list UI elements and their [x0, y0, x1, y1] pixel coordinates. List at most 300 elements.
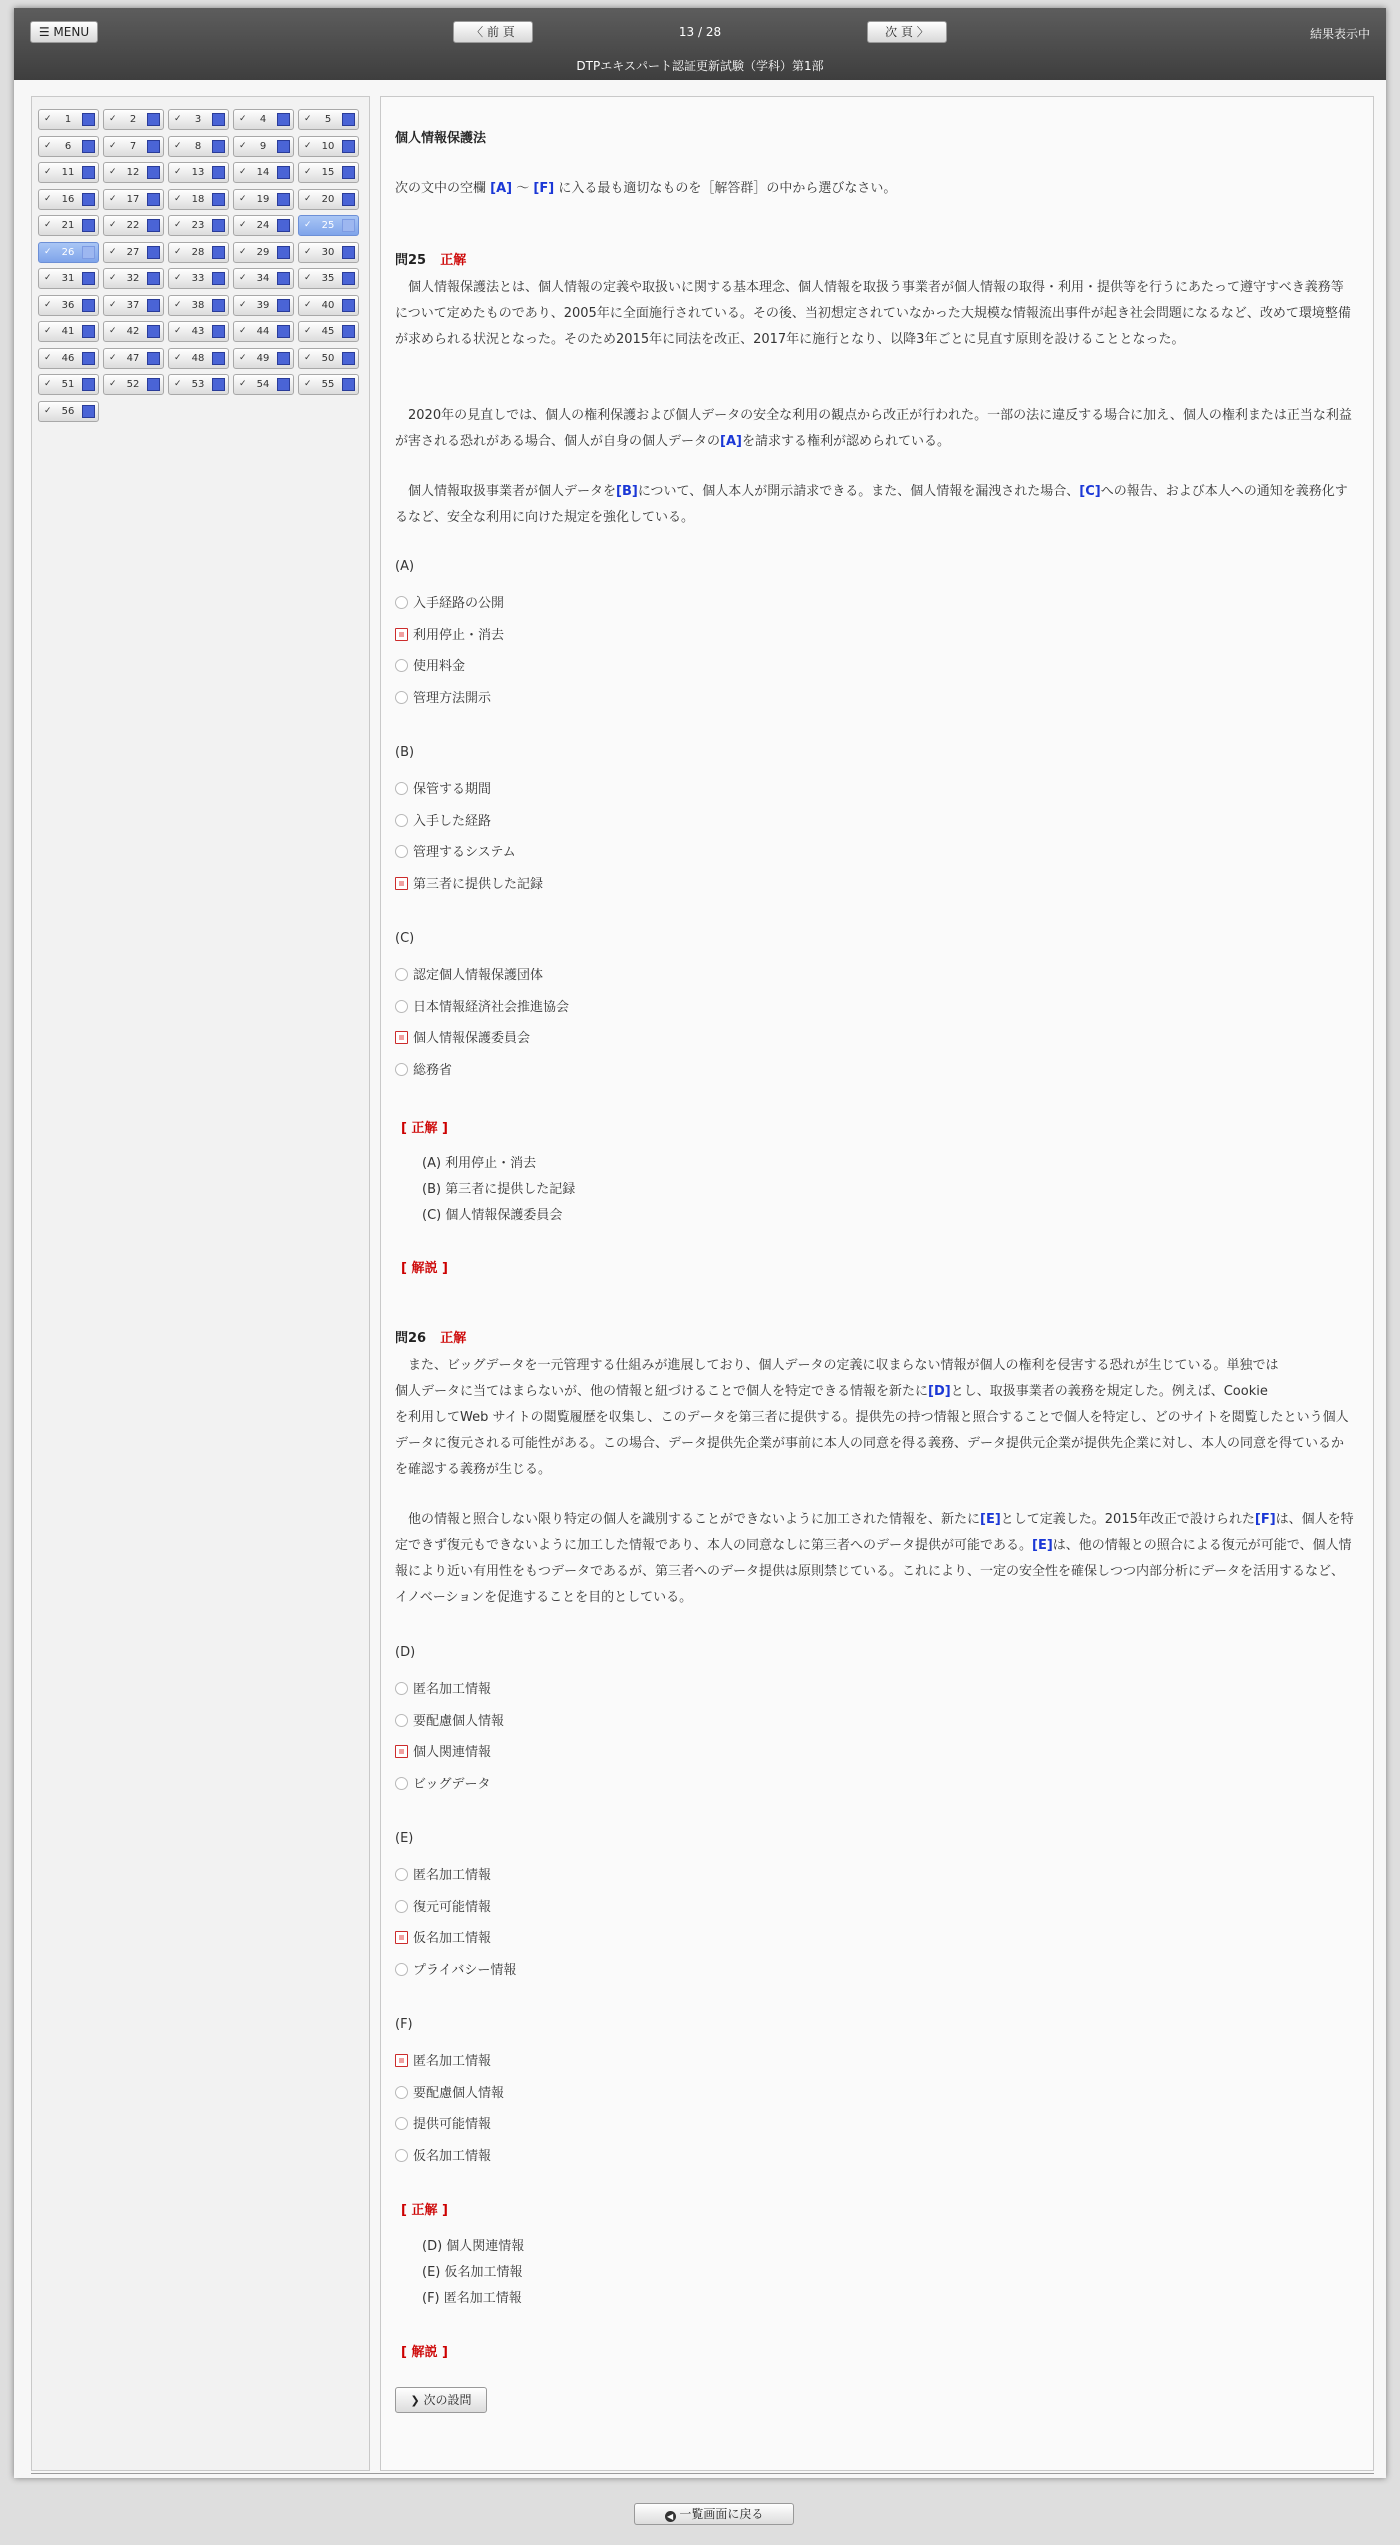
answer-option-label: 匿名加工情報: [413, 1682, 492, 1697]
flag-square-icon: [277, 272, 290, 285]
q26-explanation-heading[interactable]: [ 解説 ]: [401, 2345, 448, 2360]
check-icon: ✓: [239, 114, 247, 124]
flag-square-icon: [342, 352, 355, 365]
flag-square-icon: [147, 272, 160, 285]
question-nav-button[interactable]: [298, 215, 359, 236]
question-nav-button[interactable]: [233, 295, 294, 316]
question-nav-button[interactable]: [298, 109, 359, 130]
q25-answer-heading: [ 正解 ]: [401, 1121, 448, 1136]
question-nav-button[interactable]: [38, 348, 99, 369]
prev-page-button[interactable]: 〈 前 頁: [453, 21, 533, 43]
radio-icon[interactable]: [395, 2086, 408, 2099]
check-icon: ✓: [239, 352, 247, 363]
question-nav-button[interactable]: [103, 242, 164, 263]
answer-option[interactable]: [395, 1867, 491, 1885]
question-number: 40: [321, 299, 335, 311]
answer-option[interactable]: [395, 844, 516, 862]
answer-option-label: 認定個人情報保護団体: [413, 968, 544, 983]
check-icon: ✓: [174, 246, 182, 257]
question-nav-button[interactable]: [38, 295, 99, 316]
answer-option[interactable]: [395, 1930, 491, 1948]
answer-option-label: 仮名加工情報: [413, 2148, 492, 2164]
question-nav-button[interactable]: [233, 374, 294, 395]
radio-icon[interactable]: [395, 2149, 408, 2162]
question-number: 39: [256, 299, 270, 311]
question-nav-button[interactable]: [38, 321, 99, 342]
check-icon: ✓: [239, 220, 247, 230]
correct-answer-line: (F) 匿名加工情報: [422, 2291, 522, 2306]
answer-option[interactable]: [395, 627, 504, 645]
answer-option[interactable]: [395, 1899, 491, 1917]
answer-option[interactable]: [395, 876, 543, 894]
question-number: 6: [64, 140, 72, 152]
q25-p2-text-end: を請求する権利が認められている。: [741, 434, 950, 449]
flag-square-icon: [277, 246, 290, 259]
question-number: 8: [194, 140, 202, 152]
flag-square-icon: [82, 140, 95, 153]
question-nav-button[interactable]: [168, 162, 229, 183]
question-nav-button[interactable]: [103, 215, 164, 236]
option-group-label: (B): [395, 745, 415, 760]
answer-option[interactable]: [395, 2053, 491, 2071]
flag-square-icon: [342, 140, 355, 153]
flag-square-icon: [82, 113, 95, 126]
check-icon: ✓: [239, 140, 247, 151]
q26-p1-line2b: とし、取扱事業者の義務を規定した。例えば、Cookie: [950, 1384, 1268, 1399]
answer-option[interactable]: [395, 813, 491, 831]
blank-b-inline: [B]: [616, 484, 638, 499]
question-nav-button[interactable]: [168, 374, 229, 395]
check-icon: ✓: [44, 405, 52, 416]
app-frame: [14, 8, 1386, 2521]
flag-square-icon: [147, 166, 160, 179]
check-icon: ✓: [174, 379, 182, 389]
instruction-text-after: に入る最も適切なものを［解答群］の中から選びなさい。: [558, 181, 897, 196]
question-number: 17: [126, 193, 140, 205]
correct-answer-line: (B) 第三者に提供した記録: [422, 1182, 576, 1197]
check-icon: ✓: [44, 193, 52, 204]
check-icon: ✓: [109, 273, 117, 283]
footer-divider: [31, 2473, 1374, 2474]
radio-selected-icon[interactable]: [395, 628, 408, 641]
option-group-label: (C): [395, 931, 415, 946]
question-nav-button[interactable]: [38, 242, 99, 263]
question-nav-button[interactable]: [103, 136, 164, 157]
question-nav-button[interactable]: [233, 136, 294, 157]
question-number: 54: [256, 379, 270, 390]
question-nav-button[interactable]: [103, 321, 164, 342]
flag-square-icon: [82, 219, 95, 232]
flag-square-icon: [212, 325, 225, 338]
radio-selected-icon[interactable]: [395, 877, 408, 890]
check-icon: ✓: [44, 167, 52, 177]
question-nav-button[interactable]: [38, 189, 99, 210]
question-nav-button[interactable]: [38, 374, 99, 395]
question-number: 25: [321, 220, 335, 231]
q25-p3-text-end: への報告、および本人への通知を義務化するなど、安全な利用に向けた規定を強化している。: [395, 484, 1348, 525]
question-nav-button[interactable]: [298, 295, 359, 316]
flag-square-icon: [212, 219, 225, 232]
question-number: 28: [191, 246, 205, 258]
check-icon: ✓: [109, 352, 117, 363]
answer-option-label: 提供可能情報: [413, 2117, 492, 2132]
answer-option[interactable]: [395, 1713, 504, 1731]
correct-answer-line: (C) 個人情報保護委員会: [422, 1208, 563, 1223]
radio-icon[interactable]: [395, 1714, 408, 1727]
question-nav-button[interactable]: [298, 189, 359, 210]
flag-square-icon: [82, 193, 95, 206]
radio-icon[interactable]: [395, 659, 408, 672]
answer-option-label: 総務省: [413, 1062, 453, 1078]
radio-icon[interactable]: [395, 845, 408, 858]
question-nav-button[interactable]: [298, 374, 359, 395]
check-icon: ✓: [44, 114, 52, 124]
q26-paragraph-2: [395, 1507, 1355, 1611]
question-number: 3: [194, 114, 202, 125]
q26-p1-line1: また、ビッグデータを一元管理する仕組みが進展しており、個人データの定義に収まらない情報が個人の権利を侵害する恐れが生じている。単独では: [408, 1358, 1279, 1373]
q26-p1-line2a: 個人データに当てはまらないが、他の情報と紐づけることで個人を特定できる情報を新たに: [395, 1384, 929, 1399]
option-group-label: (D): [395, 1645, 416, 1660]
question-number: 7: [129, 140, 137, 152]
radio-icon[interactable]: [395, 968, 408, 981]
check-icon: ✓: [174, 299, 182, 310]
answer-option-label: 入手経路の公開: [413, 596, 505, 611]
question-number: 33: [191, 273, 205, 284]
q25-paragraph-1: 個人情報保護法とは、個人情報の定義や取扱いに関する基本理念、個人情報を取扱う事業者が個人情報の取得・利用・提供等を行うにあたって遵守すべき義務等について定めたものであり、2005年に全面施行されている。その後、当初想定されていなかった大規模な情報流出事件が起き社会問題になるなど、改めて環境整備が求められる状況となった。そのため2015年に同法を改正、2017年に施行となり、以降3年ごとに見直す原則を設けることとなった。: [395, 280, 1351, 347]
next-question-label: 次の設問: [423, 2393, 472, 2407]
question-nav-button[interactable]: [103, 268, 164, 289]
answer-option-label: 個人情報保護委員会: [413, 1031, 531, 1046]
flag-square-icon: [147, 193, 160, 206]
radio-icon[interactable]: [395, 691, 408, 704]
question-number: 26: [61, 246, 75, 258]
question-number: 27: [126, 246, 140, 258]
check-icon: ✓: [304, 114, 312, 124]
check-icon: ✓: [304, 167, 312, 177]
answer-option-label: 個人関連情報: [413, 1745, 492, 1760]
check-icon: ✓: [304, 220, 312, 230]
q26-p1-line3: を利用してWeb サイトの閲覧履歴を収集し、このデータを第三者に提供する。提供先の持つ情報と照合することで個人を特定し、どのサイトを閲覧したという個人データに復元される可能性がある。この場合、データ提供先企業が事前に本人の同意を得る義務、データ提供元企業が提供先企業に対し、本人の同意を得ているかを確認する義務が生じる。: [395, 1410, 1349, 1477]
question-number: 29: [256, 246, 270, 258]
answer-option[interactable]: [395, 999, 569, 1017]
answer-option-label: 使用料金: [413, 659, 466, 674]
radio-selected-icon[interactable]: [395, 2054, 408, 2067]
flag-square-icon: [277, 352, 290, 365]
answer-option-label: ビッグデータ: [413, 1776, 491, 1792]
flag-square-icon: [82, 405, 95, 418]
check-icon: ✓: [239, 379, 247, 389]
answer-option[interactable]: [395, 1744, 491, 1762]
blank-f-inline: [F]: [1254, 1512, 1276, 1527]
flag-square-icon: [342, 166, 355, 179]
results-status[interactable]: 結果表示中: [1309, 27, 1370, 41]
question-nav-button[interactable]: [103, 348, 164, 369]
question-nav-button[interactable]: [233, 162, 294, 183]
answer-option[interactable]: [395, 2085, 504, 2103]
question-nav-button[interactable]: [233, 348, 294, 369]
check-icon: ✓: [109, 140, 117, 151]
question-nav-button[interactable]: [38, 401, 99, 422]
question-nav-button[interactable]: [168, 136, 229, 157]
question-navigator: [31, 96, 370, 2471]
question-nav-button[interactable]: [233, 215, 294, 236]
header-bar: [14, 8, 1386, 80]
blank-f: [F]: [533, 181, 555, 196]
flag-square-icon: [147, 299, 160, 312]
question-number: 21: [61, 220, 75, 231]
radio-selected-icon[interactable]: [395, 1031, 408, 1044]
check-icon: ✓: [174, 167, 182, 177]
radio-icon[interactable]: [395, 814, 408, 827]
answer-option[interactable]: [395, 1681, 491, 1699]
flag-square-icon: [147, 325, 160, 338]
answer-option-label: 保管する期間: [413, 782, 492, 797]
flag-square-icon: [342, 246, 355, 259]
flag-square-icon: [212, 378, 225, 391]
question-number: 30: [321, 246, 335, 258]
next-question-button[interactable]: [395, 2387, 487, 2413]
check-icon: ✓: [239, 193, 247, 204]
check-icon: ✓: [44, 220, 52, 230]
flag-square-icon: [82, 352, 95, 365]
answer-option-label: 入手した経路: [413, 813, 492, 829]
flag-square-icon: [277, 325, 290, 338]
exam-title: DTPエキスパート認証更新試験（学科）第1部: [576, 59, 824, 73]
flag-square-icon: [277, 193, 290, 206]
check-icon: ✓: [174, 220, 182, 230]
question-number: 5: [324, 114, 332, 125]
flag-square-icon: [277, 166, 290, 179]
radio-icon[interactable]: [395, 1868, 408, 1881]
back-to-list-button[interactable]: [634, 2503, 794, 2525]
option-group-label: (F): [395, 2017, 413, 2032]
question-nav-button[interactable]: [103, 162, 164, 183]
next-page-button[interactable]: 次 頁 〉: [867, 21, 947, 43]
question-nav-button[interactable]: [168, 242, 229, 263]
question-nav-button[interactable]: [38, 109, 99, 130]
check-icon: ✓: [109, 379, 117, 389]
check-icon: ✓: [304, 140, 312, 151]
question-number: 10: [321, 140, 335, 152]
question-number: 37: [126, 299, 140, 311]
question-number: 20: [321, 193, 335, 205]
q26-p2-text: 他の情報と照合しない限り特定の個人を識別することができないように加工された情報を、新たに: [408, 1512, 981, 1527]
question-nav-button[interactable]: [298, 348, 359, 369]
question-number: 4: [259, 114, 267, 125]
correct-answer-line: (E) 仮名加工情報: [422, 2265, 523, 2280]
question-nav-button[interactable]: [38, 136, 99, 157]
answer-option[interactable]: [395, 781, 491, 799]
question-nav-button[interactable]: [38, 215, 99, 236]
question-number: 49: [256, 352, 270, 364]
check-icon: ✓: [44, 273, 52, 283]
check-icon: ✓: [109, 246, 117, 257]
answer-option[interactable]: [395, 967, 543, 985]
question-number: 34: [256, 273, 270, 284]
answer-option[interactable]: [395, 658, 465, 676]
answer-option-label: 管理方法開示: [413, 690, 492, 706]
question-nav-button[interactable]: [298, 136, 359, 157]
question-number: 23: [191, 220, 205, 231]
question-nav-button[interactable]: [233, 242, 294, 263]
answer-option-label: 第三者に提供した記録: [413, 876, 544, 892]
question-nav-button[interactable]: [168, 215, 229, 236]
question-number: 24: [256, 220, 270, 231]
correct-answer-line: (D) 個人関連情報: [422, 2239, 525, 2254]
topic-title: 個人情報保護法: [395, 131, 487, 146]
answer-option[interactable]: [395, 2116, 491, 2134]
answer-option-label: 利用停止・消去: [413, 627, 505, 643]
question-number: 16: [61, 193, 75, 205]
answer-option[interactable]: [395, 1030, 530, 1048]
flag-square-icon: [147, 378, 160, 391]
question-nav-button[interactable]: [298, 268, 359, 289]
flag-square-icon: [212, 193, 225, 206]
answer-option[interactable]: [395, 1062, 452, 1080]
question-nav-button[interactable]: [103, 374, 164, 395]
blank-a-inline: [A]: [720, 434, 742, 449]
back-to-list-label: 一覧画面に戻る: [679, 2507, 764, 2521]
question-nav-button[interactable]: [38, 268, 99, 289]
question-number: 51: [61, 379, 75, 390]
radio-icon[interactable]: [395, 1682, 408, 1695]
check-icon: ✓: [109, 167, 117, 177]
q25-p3-text-mid: について、個人本人が開示請求できる。また、個人情報を漏洩された場合、: [637, 484, 1080, 499]
q26-p2-text-d: は、他の情報との照合による復元が可能で、個人情報により近い有用性をもつデータであるが、第三者へのデータ提供は原則禁じている。これにより、一定の安全性を確保しつつ内部分析にデータを活用するなど、イノベーションを促進することを目的としている。: [395, 1538, 1352, 1605]
answer-option-label: プライバシー情報: [413, 1962, 517, 1978]
flag-square-icon: [342, 272, 355, 285]
arrow-left-circle-icon: ◀: [665, 2511, 676, 2522]
flag-square-icon: [82, 299, 95, 312]
question-number: 31: [61, 273, 75, 284]
q25-explanation-heading[interactable]: [ 解説 ]: [401, 1261, 448, 1276]
question-nav-button[interactable]: [168, 295, 229, 316]
flag-square-icon: [342, 219, 355, 232]
flag-square-icon: [277, 140, 290, 153]
question-nav-button[interactable]: [168, 189, 229, 210]
question-nav-button[interactable]: [233, 109, 294, 130]
answer-option[interactable]: [395, 1776, 490, 1794]
flag-square-icon: [212, 246, 225, 259]
question-number: 18: [191, 193, 205, 205]
question-nav-button[interactable]: [298, 321, 359, 342]
question-number: 32: [126, 273, 140, 284]
question-nav-button[interactable]: [233, 321, 294, 342]
answer-option[interactable]: [395, 690, 491, 708]
check-icon: ✓: [304, 326, 312, 336]
question-nav-button[interactable]: [168, 348, 229, 369]
flag-square-icon: [147, 219, 160, 232]
flag-square-icon: [82, 325, 95, 338]
blank-c-inline: [C]: [1079, 484, 1101, 499]
question-nav-button[interactable]: [298, 162, 359, 183]
radio-selected-icon[interactable]: [395, 1931, 408, 1944]
q26-answer-heading: [ 正解 ]: [401, 2203, 448, 2218]
question-nav-button[interactable]: [168, 109, 229, 130]
answer-option-label: 匿名加工情報: [413, 2054, 492, 2069]
question-number: 46: [61, 352, 75, 364]
question-26-result: 正解: [440, 1331, 467, 1346]
q26-p2-text-b: として定義した。2015年改正で設けられた: [1000, 1512, 1255, 1527]
question-nav-button[interactable]: [233, 189, 294, 210]
check-icon: ✓: [239, 246, 247, 257]
question-nav-button[interactable]: [38, 162, 99, 183]
flag-square-icon: [147, 140, 160, 153]
question-content-panel: [380, 96, 1374, 2471]
answer-option-label: 管理するシステム: [413, 845, 516, 860]
question-nav-button[interactable]: [168, 321, 229, 342]
option-group-label: (E): [395, 1831, 414, 1846]
radio-icon[interactable]: [395, 1063, 408, 1076]
flag-square-icon: [277, 378, 290, 391]
question-number: 38: [191, 299, 205, 311]
question-number: 14: [256, 167, 270, 178]
question-number: 12: [126, 167, 140, 178]
flag-square-icon: [82, 378, 95, 391]
check-icon: ✓: [109, 193, 117, 204]
question-number: 43: [191, 326, 205, 337]
flag-square-icon: [212, 140, 225, 153]
flag-square-icon: [147, 352, 160, 365]
radio-icon[interactable]: [395, 782, 408, 795]
question-nav-button[interactable]: [103, 189, 164, 210]
instruction: [395, 177, 896, 196]
radio-icon[interactable]: [395, 1963, 408, 1976]
question-number: 41: [61, 326, 75, 337]
check-icon: ✓: [304, 379, 312, 389]
question-nav-button[interactable]: [298, 242, 359, 263]
flag-square-icon: [342, 193, 355, 206]
flag-square-icon: [212, 299, 225, 312]
question-number: 22: [126, 220, 140, 231]
flag-square-icon: [82, 272, 95, 285]
blank-e-inline: [E]: [980, 1512, 1001, 1527]
check-icon: ✓: [174, 140, 182, 151]
question-number: 13: [191, 167, 205, 178]
radio-icon[interactable]: [395, 1900, 408, 1913]
check-icon: ✓: [109, 220, 117, 230]
radio-icon[interactable]: [395, 1777, 408, 1790]
question-nav-button[interactable]: [103, 109, 164, 130]
answer-option-label: 仮名加工情報: [413, 1931, 492, 1946]
radio-icon[interactable]: [395, 596, 408, 609]
flag-square-icon: [147, 246, 160, 259]
question-number: 9: [259, 140, 267, 152]
q26-paragraph-1: [395, 1353, 1355, 1483]
menu-button[interactable]: ☰ MENU: [30, 21, 98, 43]
radio-selected-icon[interactable]: [395, 1745, 408, 1758]
question-number: 15: [321, 167, 335, 178]
check-icon: ✓: [174, 193, 182, 204]
question-nav-button[interactable]: [168, 268, 229, 289]
flag-square-icon: [82, 246, 95, 259]
question-nav-button[interactable]: [233, 268, 294, 289]
check-icon: ✓: [44, 352, 52, 363]
check-icon: ✓: [174, 114, 182, 124]
q26-p2-text-c: は、個人を特定できず復元もできないように加工した情報であり、本人の同意なしに第三者へのデータ提供が可能である。: [395, 1512, 1354, 1553]
check-icon: ✓: [304, 352, 312, 363]
answer-option[interactable]: [395, 595, 504, 613]
answer-option[interactable]: [395, 1962, 516, 1980]
radio-icon[interactable]: [395, 2117, 408, 2130]
blank-d-inline: [D]: [928, 1384, 951, 1399]
check-icon: ✓: [239, 167, 247, 177]
question-number: 36: [61, 299, 75, 311]
question-nav-button[interactable]: [103, 295, 164, 316]
answer-option[interactable]: [395, 2148, 491, 2166]
radio-icon[interactable]: [395, 1000, 408, 1013]
q25-p2-text: 2020年の見直しでは、個人の権利保護および個人データの安全な利用の観点から改正が行われた。一部の法に違反する場合に加え、個人の権利または正当な利益が害される恐れがある場合、個人が自身の個人データの: [395, 408, 1352, 449]
